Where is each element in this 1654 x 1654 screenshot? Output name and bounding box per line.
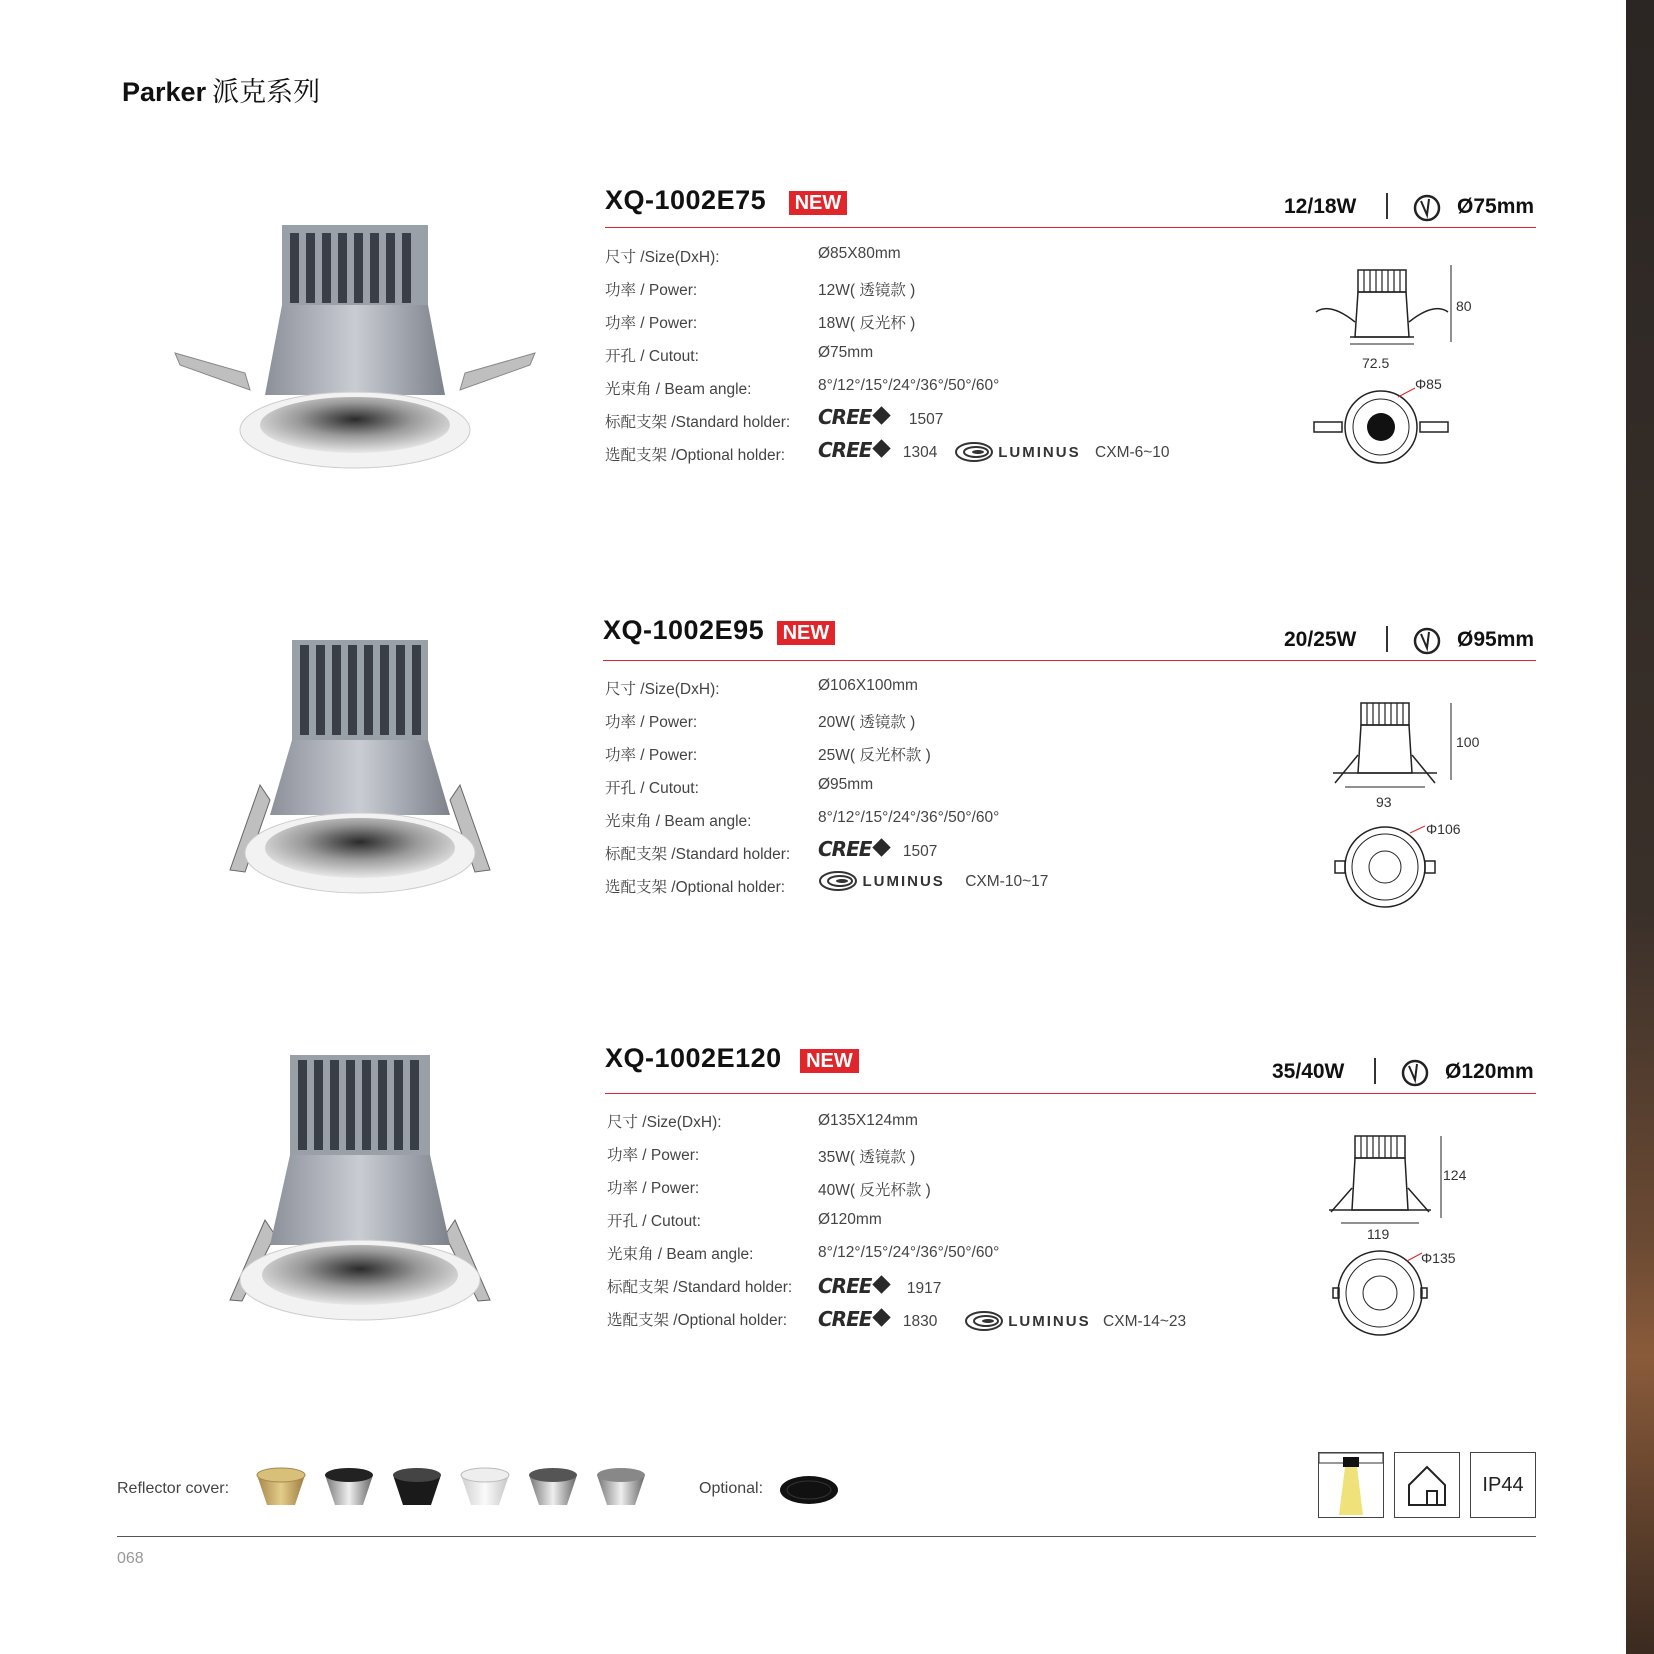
model-row-1	[605, 185, 847, 216]
reflector-silver-icon	[529, 1468, 577, 1505]
series-name-cn: 派克系列	[212, 77, 321, 107]
cutout-header: Ø95mm	[1457, 628, 1535, 651]
spec-label: 标配支架 /Standard holder:	[605, 846, 791, 863]
holder-code: CXM-6~10	[1095, 444, 1170, 461]
luminus-swirl-icon	[818, 870, 858, 892]
cree-logo: CREE	[818, 405, 872, 429]
new-badge: NEW	[800, 1049, 859, 1073]
spec-label: 功率 / Power:	[605, 747, 698, 764]
cree-diamond-icon	[873, 1308, 891, 1326]
spec-value: 20W( 透镜款 )	[818, 714, 916, 731]
spec-value: Ø135X124mm	[818, 1112, 918, 1129]
dim-height: 124	[1443, 1167, 1467, 1183]
spec-label: 功率 / Power:	[605, 282, 698, 299]
model-name: XQ-1002E120	[605, 1043, 782, 1073]
spec-value: 35W( 透镜款 )	[818, 1149, 916, 1166]
dim-width: 93	[1376, 794, 1392, 810]
model-name: XQ-1002E75	[605, 185, 767, 215]
honeycomb-icon	[778, 1474, 840, 1506]
header-divider	[1386, 193, 1388, 219]
optional-holder	[818, 870, 1048, 892]
header-rule	[605, 1093, 1536, 1094]
reflector-white-icon	[461, 1468, 509, 1505]
cree-logo: CREE	[818, 438, 872, 462]
beam-direction-icon-box	[1318, 1452, 1384, 1518]
spec-label: 开孔 / Cutout:	[605, 780, 699, 797]
spec-label: 选配支架 /Optional holder:	[605, 879, 786, 896]
spec-label: 尺寸 /Size(DxH):	[607, 1114, 722, 1131]
luminus-logo: LUMINUS	[998, 444, 1081, 461]
dimension-drawing-2	[1325, 695, 1465, 915]
spec-label: 开孔 / Cutout:	[607, 1213, 701, 1230]
spec-label: 尺寸 /Size(DxH):	[605, 249, 720, 266]
header-rule	[605, 227, 1536, 228]
series-title	[122, 70, 320, 109]
new-badge: NEW	[777, 621, 836, 645]
product-image-1	[170, 225, 540, 485]
wattage: 35/40W	[1272, 1060, 1345, 1083]
holder-code: 1304	[902, 444, 938, 461]
holder-code: 1917	[906, 1280, 942, 1297]
model-name: XQ-1002E95	[603, 615, 765, 645]
spec-label: 功率 / Power:	[605, 714, 698, 731]
cutout-icon	[1399, 1058, 1431, 1088]
cutout-header: Ø75mm	[1457, 195, 1535, 218]
reflector-cover-label: Reflector cover:	[117, 1480, 230, 1497]
dim-width: 72.5	[1362, 355, 1390, 371]
spec-label: 功率 / Power:	[607, 1147, 700, 1164]
spec-label: 功率 / Power:	[605, 315, 698, 332]
page-number: 068	[117, 1550, 144, 1567]
spec-value: 8°/12°/15°/24°/36°/50°/60°	[818, 809, 1000, 826]
spec-value: 40W( 反光杯款 )	[818, 1182, 931, 1199]
standard-holder	[818, 1274, 941, 1298]
series-name: Parker	[122, 77, 207, 107]
luminus-swirl-icon	[954, 441, 994, 463]
dim-width: 119	[1367, 1226, 1390, 1242]
spec-value: 8°/12°/15°/24°/36°/50°/60°	[818, 1244, 1000, 1261]
spec-value: 25W( 反光杯款 )	[818, 747, 931, 764]
cree-logo: CREE	[818, 1307, 872, 1331]
footer-rule	[117, 1536, 1536, 1537]
optional-holder	[818, 1307, 1186, 1332]
wattage: 12/18W	[1284, 195, 1357, 218]
reflector-chrome-icon	[325, 1468, 373, 1505]
reflector-black-icon	[393, 1468, 441, 1505]
holder-code: 1507	[908, 411, 944, 428]
cree-logo: CREE	[818, 1274, 872, 1298]
cutout-icon	[1411, 626, 1443, 656]
spec-value: Ø75mm	[818, 344, 874, 361]
spec-label: 光束角 / Beam angle:	[605, 813, 752, 830]
optional-label: Optional:	[699, 1480, 764, 1497]
reflector-gold-icon	[257, 1468, 305, 1505]
spec-value: Ø85X80mm	[818, 245, 901, 262]
holder-code: 1830	[902, 1313, 938, 1330]
luminus-swirl-icon	[964, 1310, 1004, 1332]
product-image-2	[220, 640, 500, 900]
dimension-drawing-1	[1310, 262, 1470, 477]
dimension-drawing-3	[1325, 1128, 1465, 1353]
model-row-3	[605, 1043, 859, 1074]
cree-diamond-icon	[873, 1275, 891, 1293]
holder-code: CXM-14~23	[1103, 1313, 1187, 1330]
spec-value: Ø120mm	[818, 1211, 882, 1228]
spec-label: 选配支架 /Optional holder:	[607, 1312, 788, 1329]
new-badge: NEW	[789, 191, 848, 215]
spec-value: 8°/12°/15°/24°/36°/50°/60°	[818, 377, 1000, 394]
spec-label: 开孔 / Cutout:	[605, 348, 699, 365]
ip-rating-badge: IP44	[1470, 1452, 1536, 1518]
cutout-icon	[1411, 193, 1443, 223]
cree-logo: CREE	[818, 837, 872, 861]
spec-label: 标配支架 /Standard holder:	[605, 414, 791, 431]
header-divider	[1386, 626, 1388, 652]
spec-value: Ø106X100mm	[818, 677, 918, 694]
dim-diameter: Φ85	[1415, 376, 1442, 392]
spec-label: 标配支架 /Standard holder:	[607, 1279, 793, 1296]
cutout-header: Ø120mm	[1445, 1060, 1534, 1083]
spec-label: 光束角 / Beam angle:	[605, 381, 752, 398]
product-image-3	[220, 1055, 500, 1325]
downlight-beam-icon	[1319, 1453, 1383, 1517]
header-rule	[603, 660, 1536, 661]
model-row-2	[603, 615, 835, 646]
optional-holder	[818, 438, 1170, 463]
house-icon	[1395, 1453, 1459, 1517]
cree-diamond-icon	[873, 439, 891, 457]
holder-code: CXM-10~17	[965, 873, 1049, 890]
spec-value: 12W( 透镜款 )	[818, 282, 916, 299]
dim-diameter: Φ135	[1421, 1250, 1456, 1266]
dim-height: 100	[1456, 734, 1480, 750]
spec-label: 选配支架 /Optional holder:	[605, 447, 786, 464]
indoor-use-icon-box	[1394, 1452, 1460, 1518]
dim-diameter: Φ106	[1426, 821, 1461, 837]
spec-label: 尺寸 /Size(DxH):	[605, 681, 720, 698]
cree-diamond-icon	[873, 406, 891, 424]
cree-diamond-icon	[873, 838, 891, 856]
standard-holder	[818, 405, 943, 429]
reflector-swatches	[255, 1465, 655, 1515]
spec-value: Ø95mm	[818, 776, 874, 793]
spec-label: 功率 / Power:	[607, 1180, 700, 1197]
header-divider	[1374, 1058, 1376, 1084]
luminus-logo: LUMINUS	[1008, 1313, 1091, 1330]
side-decor-bar	[1626, 0, 1654, 1654]
reflector-brushed-icon	[597, 1468, 645, 1505]
wattage: 20/25W	[1284, 628, 1357, 651]
standard-holder	[818, 837, 937, 861]
spec-label: 光束角 / Beam angle:	[607, 1246, 754, 1263]
spec-value: 18W( 反光杯 )	[818, 315, 916, 332]
luminus-logo: LUMINUS	[862, 873, 945, 890]
dim-height: 80	[1456, 298, 1472, 314]
holder-code: 1507	[902, 843, 938, 860]
